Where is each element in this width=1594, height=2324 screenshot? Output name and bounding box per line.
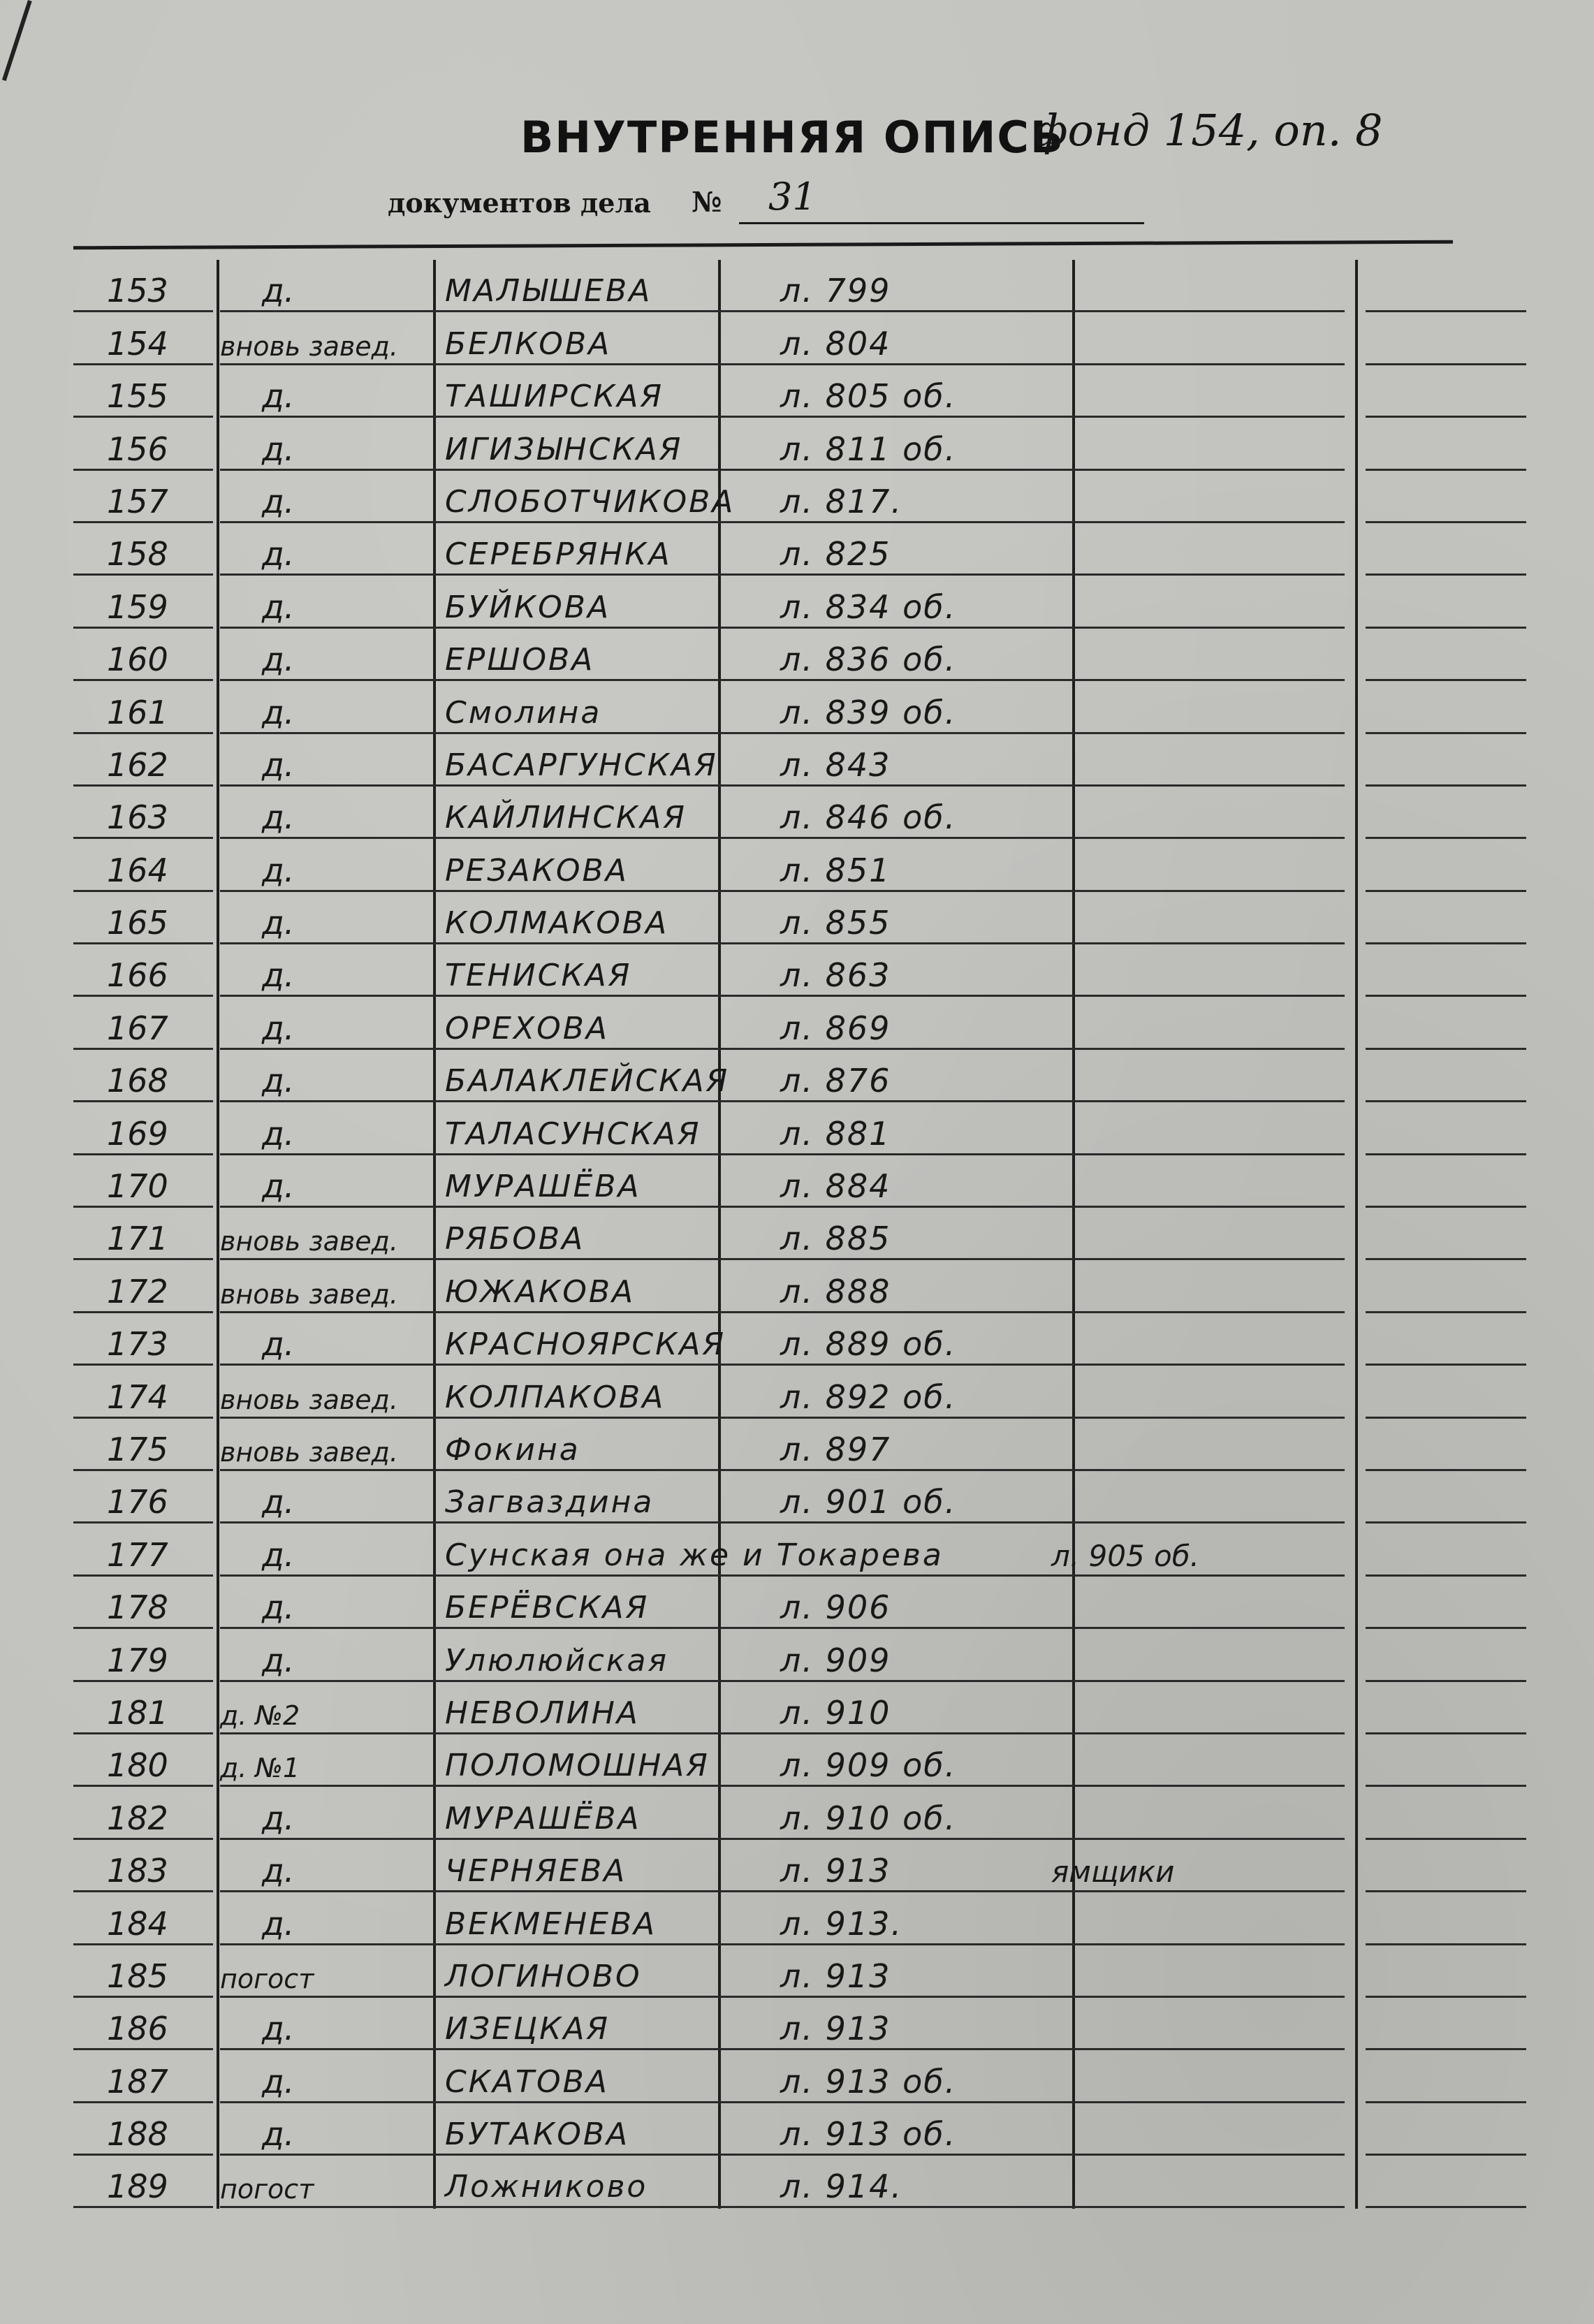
- sheet-reference: л. 805 об.: [780, 377, 957, 416]
- entry-number: 162: [107, 745, 168, 784]
- settlement-type: д. №2: [220, 1700, 300, 1731]
- case-number: 31: [768, 175, 817, 219]
- settlement-type: д.: [262, 745, 295, 784]
- table-row: [73, 312, 1453, 365]
- settlement-type: д.: [262, 1483, 295, 1521]
- row-rule: [73, 2206, 213, 2208]
- sheet-reference: л. 843: [780, 745, 891, 784]
- settlement-type: погост: [220, 2174, 314, 2205]
- row-rule: [1366, 2206, 1526, 2208]
- sheet-reference: л. 909: [780, 1641, 891, 1679]
- entry-number: 181: [107, 1693, 168, 1732]
- sheet-reference: л. 892 об.: [780, 1377, 957, 1416]
- row-annotation: ямщики: [1051, 1855, 1175, 1890]
- settlement-type: д.: [262, 2115, 295, 2154]
- sheet-reference: л. 901 об.: [780, 1483, 957, 1521]
- row-annotation: л. 905 об.: [1051, 1538, 1200, 1573]
- settlement-name: РЯБОВА: [445, 1221, 585, 1257]
- table-row: [73, 1050, 1453, 1102]
- settlement-type: д.: [262, 587, 295, 626]
- table-row: [73, 892, 1453, 944]
- margin-scratch: [2, 0, 32, 81]
- settlement-name: СЕРЕБРЯНКА: [445, 536, 672, 573]
- sheet-reference: л. 876: [780, 1062, 891, 1100]
- settlement-name: ТАШИРСКАЯ: [445, 379, 664, 415]
- table-row: [73, 523, 1453, 576]
- sheet-reference: л. 884: [780, 1167, 891, 1206]
- sheet-reference: л. 863: [780, 956, 891, 995]
- table-row: [73, 1998, 1453, 2050]
- entry-number: 155: [107, 377, 168, 416]
- table-row: [73, 1260, 1453, 1313]
- settlement-name: ВЕКМЕНЕВА: [445, 1906, 657, 1942]
- table-row: [73, 576, 1453, 628]
- settlement-type: д.: [262, 482, 295, 520]
- table-row: [73, 2103, 1453, 2156]
- settlement-name: ЕРШОВА: [445, 642, 595, 678]
- settlement-name: КОЛМАКОВА: [445, 905, 669, 942]
- row-rule: [727, 2206, 1134, 2208]
- table-row: [73, 944, 1453, 997]
- settlement-name: МАЛЫШЕВА: [445, 273, 652, 309]
- sheet-reference: л. 889 об.: [780, 1325, 957, 1364]
- settlement-type: д.: [262, 1852, 295, 1890]
- entry-number: 187: [107, 2062, 168, 2100]
- settlement-type: д.: [262, 1167, 295, 1206]
- header-rule: [73, 240, 1453, 250]
- settlement-type: вновь завед.: [220, 1278, 398, 1310]
- settlement-name: БАЛАКЛЕЙСКАЯ: [445, 1063, 730, 1099]
- table-row: [73, 365, 1453, 418]
- entry-number: 157: [107, 482, 168, 520]
- entry-number: 173: [107, 1325, 168, 1364]
- table-row: [73, 418, 1453, 470]
- sheet-reference: л. 851: [780, 851, 891, 889]
- settlement-type: вновь завед.: [220, 1226, 398, 1257]
- settlement-type: д.: [262, 693, 295, 731]
- settlement-name: ЧЕРНЯЕВА: [445, 1853, 627, 1890]
- settlement-type: д.: [262, 1904, 295, 1943]
- settlement-name: Сунская она же и Токарева: [445, 1537, 944, 1573]
- fond-note: фонд 154, оп. 8: [1034, 105, 1383, 156]
- table-row: [73, 471, 1453, 523]
- settlement-type: д. №1: [220, 1753, 300, 1784]
- entry-number: 167: [107, 1009, 168, 1047]
- sheet-reference: л. 869: [780, 1009, 891, 1047]
- settlement-name: ТЕНИСКАЯ: [445, 958, 632, 994]
- settlement-name: МУРАШЁВА: [445, 1800, 641, 1836]
- sheet-reference: л. 910: [780, 1693, 891, 1732]
- sheet-reference: л. 825: [780, 535, 891, 573]
- settlement-name: ИЗЕЦКАЯ: [445, 2011, 610, 2047]
- settlement-type: д.: [262, 430, 295, 468]
- settlement-name: Загваздина: [445, 1484, 655, 1521]
- entry-number: 154: [107, 324, 168, 363]
- settlement-name: Фокина: [445, 1431, 580, 1468]
- table-row: [73, 1155, 1453, 1208]
- table-row: [73, 260, 1453, 312]
- entry-number: 185: [107, 1957, 168, 1995]
- table-row: [73, 1102, 1453, 1155]
- sheet-reference: л. 897: [780, 1430, 891, 1468]
- settlement-type: д.: [262, 1009, 295, 1047]
- table-row: [73, 2050, 1453, 2103]
- sheet-reference: л. 913: [780, 1852, 891, 1890]
- document-title: ВНУТРЕННЯЯ ОПИСЬ: [520, 112, 1065, 163]
- entry-number: 183: [107, 1852, 168, 1890]
- sheet-reference: л. 888: [780, 1272, 891, 1310]
- entry-number: 161: [107, 693, 168, 731]
- sheet-reference: л. 811 об.: [780, 430, 957, 468]
- table-row: [73, 1945, 1453, 1998]
- entry-number: 180: [107, 1746, 168, 1785]
- settlement-type: д.: [262, 1641, 295, 1679]
- sheet-reference: л. 885: [780, 1220, 891, 1258]
- settlement-name: МУРАШЁВА: [445, 1169, 641, 1205]
- table-row: [73, 1787, 1453, 1839]
- entry-number: 158: [107, 535, 168, 573]
- settlement-type: д.: [262, 1535, 295, 1574]
- sheet-reference: л. 913 об.: [780, 2062, 957, 2100]
- entry-number: 172: [107, 1272, 168, 1310]
- settlement-type: д.: [262, 1114, 295, 1153]
- table-row: [73, 629, 1453, 681]
- settlement-type: д.: [262, 1799, 295, 1837]
- settlement-type: д.: [262, 641, 295, 679]
- entry-number: 166: [107, 956, 168, 995]
- table-row: [73, 839, 1453, 891]
- subtitle-label: документов дела: [388, 187, 651, 219]
- entry-number: 175: [107, 1430, 168, 1468]
- sheet-reference: л. 817.: [780, 482, 903, 520]
- settlement-type: д.: [262, 1325, 295, 1364]
- entry-number: 186: [107, 2010, 168, 2048]
- entry-number: 178: [107, 1588, 168, 1627]
- sheet-reference: л. 804: [780, 324, 891, 363]
- entry-number: 170: [107, 1167, 168, 1206]
- settlement-name: РЕЗАКОВА: [445, 852, 629, 889]
- settlement-name: БЕРЁВСКАЯ: [445, 1590, 650, 1626]
- entry-number: 176: [107, 1483, 168, 1521]
- settlement-name: БУТАКОВА: [445, 2117, 630, 2153]
- table-row: [73, 1366, 1453, 1418]
- settlement-name: ПОЛОМОШНАЯ: [445, 1748, 710, 1784]
- settlement-name: СЛОБОТЧИКОВА: [445, 483, 736, 520]
- settlement-name: НЕВОЛИНА: [445, 1695, 640, 1731]
- entry-number: 168: [107, 1062, 168, 1100]
- settlement-name: Смолина: [445, 694, 602, 731]
- sheet-reference: л. 839 об.: [780, 693, 957, 731]
- settlement-name: БЕЛКОВА: [445, 326, 612, 362]
- entry-number: 159: [107, 587, 168, 626]
- table-row: [73, 1523, 1453, 1576]
- entry-number: 188: [107, 2115, 168, 2154]
- sheet-reference: л. 836 об.: [780, 641, 957, 679]
- settlement-name: ОРЕХОВА: [445, 1010, 610, 1046]
- settlement-type: д.: [262, 1588, 295, 1627]
- sheet-reference: л. 914.: [780, 2168, 903, 2206]
- settlement-type: д.: [262, 2062, 295, 2100]
- table-row: [73, 1471, 1453, 1523]
- sheet-reference: л. 913: [780, 2010, 891, 2048]
- case-number-underline: [739, 222, 1144, 224]
- settlement-name: Улюлюйская: [445, 1642, 668, 1679]
- settlement-type: д.: [262, 904, 295, 942]
- settlement-name: ТАЛАСУНСКАЯ: [445, 1116, 701, 1152]
- entry-number: 184: [107, 1904, 168, 1943]
- row-rule: [1079, 2206, 1345, 2208]
- entry-number: 153: [107, 272, 168, 310]
- settlement-name: СКАТОВА: [445, 2063, 609, 2100]
- entry-number: 189: [107, 2168, 168, 2206]
- entry-number: 163: [107, 798, 168, 837]
- inventory-table: [73, 260, 1453, 2208]
- settlement-type: вновь завед.: [220, 1436, 398, 1468]
- sheet-reference: л. 909 об.: [780, 1746, 957, 1785]
- settlement-name: ИГИЗЫНСКАЯ: [445, 431, 683, 467]
- sheet-reference: л. 906: [780, 1588, 891, 1627]
- settlement-type: вновь завед.: [220, 330, 398, 362]
- settlement-type: д.: [262, 956, 295, 995]
- table-row: [73, 787, 1453, 839]
- entry-number: 171: [107, 1220, 168, 1258]
- settlement-type: д.: [262, 2010, 295, 2048]
- settlement-name: КАЙЛИНСКАЯ: [445, 800, 687, 836]
- settlement-name: БАСАРГУНСКАЯ: [445, 747, 718, 783]
- number-sign: №: [692, 186, 722, 219]
- table-row: [73, 997, 1453, 1049]
- entry-number: 174: [107, 1377, 168, 1416]
- table-row: [73, 1892, 1453, 1945]
- sheet-reference: л. 834 об.: [780, 587, 957, 626]
- entry-number: 179: [107, 1641, 168, 1679]
- sheet-reference: л. 913: [780, 1957, 891, 1995]
- entry-number: 182: [107, 1799, 168, 1837]
- settlement-type: д.: [262, 798, 295, 837]
- entry-number: 177: [107, 1535, 168, 1574]
- table-row: [73, 1419, 1453, 1471]
- settlement-name: ЛОГИНОВО: [445, 1958, 642, 1994]
- settlement-type: д.: [262, 272, 295, 310]
- sheet-reference: л. 913.: [780, 1904, 903, 1943]
- settlement-type: д.: [262, 535, 295, 573]
- settlement-name: КОЛПАКОВА: [445, 1379, 666, 1415]
- settlement-type: вновь завед.: [220, 1384, 398, 1415]
- table-row: [73, 1682, 1453, 1734]
- entry-number: 165: [107, 904, 168, 942]
- settlement-name: Ложниково: [445, 2169, 648, 2205]
- sheet-reference: л. 913 об.: [780, 2115, 957, 2154]
- table-row: [73, 2156, 1453, 2208]
- sheet-reference: л. 855: [780, 904, 891, 942]
- table-row: [73, 1208, 1453, 1260]
- table-row: [73, 1734, 1453, 1787]
- entry-number: 156: [107, 430, 168, 468]
- sheet-reference: л. 799: [780, 272, 891, 310]
- sheet-reference: л. 846 об.: [780, 798, 957, 837]
- sheet-reference: л. 881: [780, 1114, 891, 1153]
- settlement-name: КРАСНОЯРСКАЯ: [445, 1327, 726, 1363]
- table-row: [73, 1840, 1453, 1892]
- settlement-type: погост: [220, 1963, 314, 1994]
- entry-number: 160: [107, 641, 168, 679]
- entry-number: 164: [107, 851, 168, 889]
- table-row: [73, 1577, 1453, 1629]
- settlement-type: д.: [262, 377, 295, 416]
- table-row: [73, 1629, 1453, 1681]
- entry-number: 169: [107, 1114, 168, 1153]
- settlement-type: д.: [262, 1062, 295, 1100]
- settlement-name: ЮЖАКОВА: [445, 1273, 636, 1310]
- sheet-reference: л. 910 об.: [780, 1799, 957, 1837]
- settlement-name: БУЙКОВА: [445, 589, 611, 625]
- settlement-type: д.: [262, 851, 295, 889]
- table-row: [73, 1313, 1453, 1366]
- table-row: [73, 734, 1453, 787]
- table-row: [73, 681, 1453, 733]
